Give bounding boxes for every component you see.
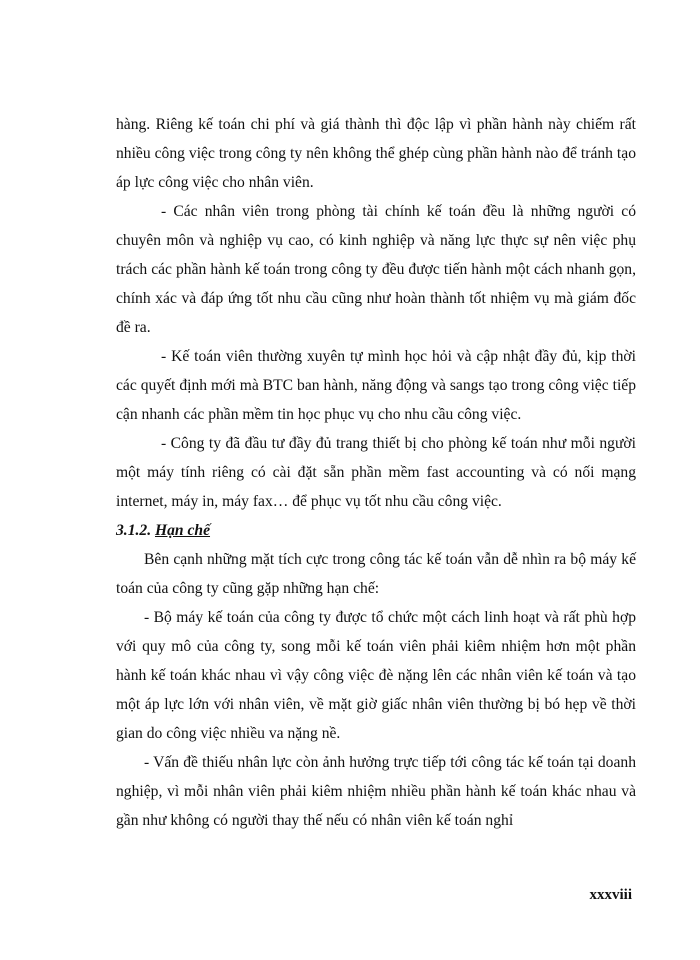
- paragraph-equipment: - Công ty đã đầu tư đầy đủ trang thiết bị cho phòng kế toán như mỗi người một máy tính riêng có cài đặt sẵn phần mềm fast accounting và có nối mạng internet, máy in, máy fax… để phục vụ tốt nhu cầu công việc.: [116, 435, 636, 510]
- paragraph-staff-expertise: - Các nhân viên trong phòng tài chính kế toán đều là những người có chuyên môn và nghiệp vụ cao, có kinh nghiệp và năng lực thực sự nên việc phụ trách các phần hành kế toán trong công ty đều được tiến hành một cách nhanh gọn, chính xác và đáp ứng tốt nhu cầu cũng như hoàn thành tốt nhiệm vụ mà giám đốc đề ra.: [116, 203, 636, 336]
- paragraph-continuation: hàng. Riêng kế toán chi phí và giá thành thì độc lập vì phần hành này chiếm rất nhiều công việc trong công ty nên không thể ghép cùng phần hành nào để tránh tạo áp lực công việc cho nhân viên.: [116, 116, 636, 191]
- page-number: xxxviii: [589, 887, 632, 903]
- page-body: [116, 110, 636, 835]
- section-heading: [116, 516, 636, 545]
- paragraph-workload: - Bộ máy kế toán của công ty được tổ chức một cách linh hoạt và rất phù hợp với quy mô của công ty, song mỗi kế toán viên phải kiêm nhiệm hơn một phần hành kế toán khác nhau vì vậy công việc đè nặng lên các nhân viên kế toán và tạo một áp lực lớn với nhân viên, về mặt giờ giấc nhân viên thường bị bó hẹp về thời gian do công việc nhiều va nặng nề.: [116, 609, 636, 742]
- section-number: 3.1.2.: [116, 522, 152, 539]
- paragraph-staff-shortage: - Vấn đề thiếu nhân lực còn ảnh hưởng trực tiếp tới công tác kế toán tại doanh nghiệp, vì mỗi nhân viên phải kiêm nhiệm nhiều phần hành kế toán khác nhau và gần như không có người thay thế nếu có nhân viên kế toán nghỉ: [116, 754, 636, 829]
- paragraph-intro-limitations: Bên cạnh những mặt tích cực trong công tác kế toán vẫn dễ nhìn ra bộ máy kế toán của công ty cũng gặp những hạn chế:: [116, 551, 636, 597]
- section-title: Hạn chế: [155, 522, 211, 539]
- paragraph-self-learning: - Kế toán viên thường xuyên tự mình học hỏi và cập nhật đầy đủ, kịp thời các quyết định mới mà BTC ban hành, năng động và sangs tạo trong công việc tiếp cận nhanh các phần mềm tin học phục vụ cho nhu cầu công việc.: [116, 348, 636, 423]
